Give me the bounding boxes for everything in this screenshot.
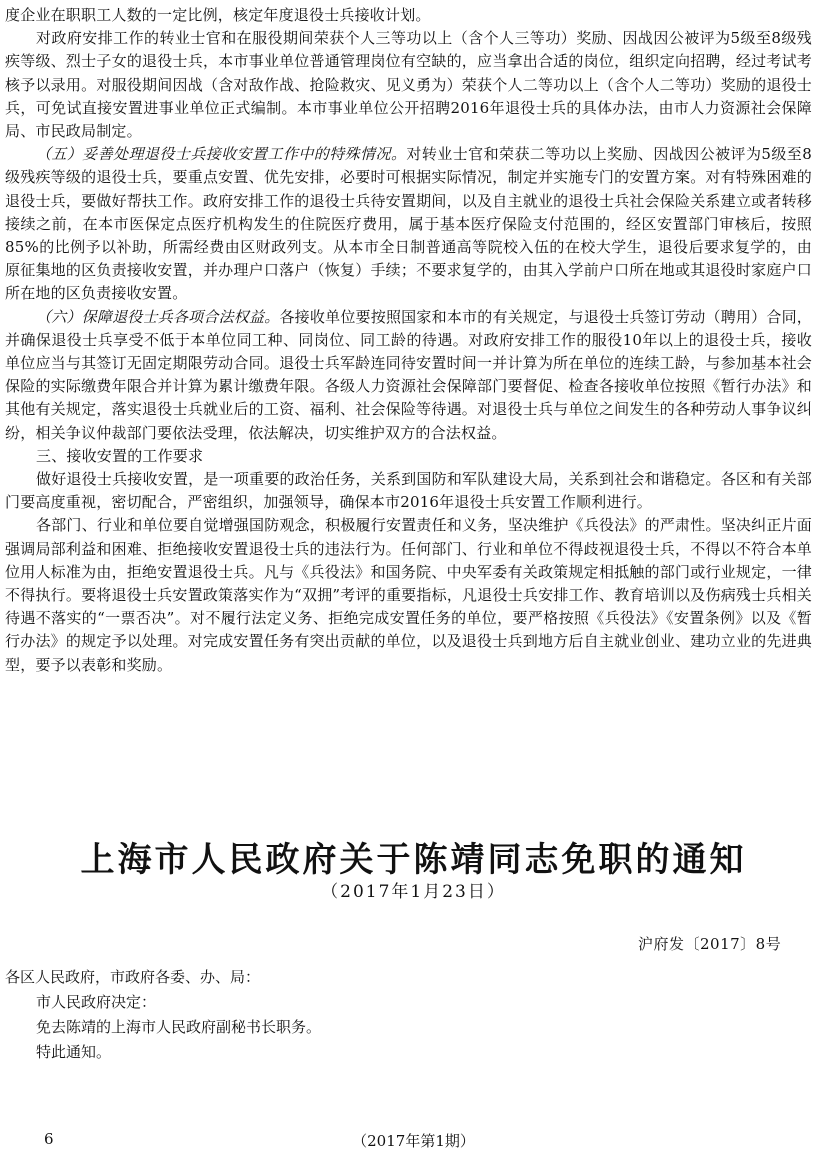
paragraph-lead: （六）保障退役士兵各项合法权益。 [36,307,280,326]
paragraph-text: 对转业士官和荣获二等功以上奖励、因战因公被评为5级至8级残疾等级的退役士兵，要重点安置、优先安排，必要时可根据实际情况，制定并实施专门的安置方案。对有特殊困难的退役士兵，要做好帮扶工作。政府安排工作的退役士兵待安置期间，以及自主就业的退役士兵社会保险关系建立或者转移接续之前，在本市医保定点医疗机构发生的住院医疗费用，属于基本医疗保险支付范围的，经区安置部门审核后，按照85%的比例予以补助，所需经费由区财政列支。从本市全日制普通高等院校入伍的在校大学生，退役后要求复学的，由原征集地的区负责接收安置，并办理户口落户（恢复）手续；不要求复学的，由其入学前户口所在地或其退役时家庭户口所在地的区负责接收安置。 [5,145,812,303]
paragraph-special-cases [5,143,812,305]
document-number: 沪府发〔2017〕8号 [638,935,782,953]
decision-line: 市人民政府决定： [36,993,157,1011]
paragraph-text: 各接收单位要按照国家和本市的有关规定，与退役士兵签订劳动（聘用）合同，并确保退役士兵享受不低于本单位同工种、同岗位、同工龄的待遇。对政府安排工作的服役10年以上的退役士兵，接收单位应当与其签订无固定期限劳动合同。退役士兵军龄连同待安置时间一并计算为所在单位的连续工龄，与参加基本社会保险的实际缴费年限合并计算为累计缴费年限。各级人力资源社会保障部门要督促、检查各接收单位按照《暂行办法》和其他有关规定，落实退役士兵就业后的工资、福利、社会保险等待遇。对退役士兵与单位之间发生的各种劳动人事争议纠纷，相关争议仲裁部门要依法受理，依法解决，切实维护双方的合法权益。 [5,307,812,442]
decision-content: 免去陈靖的上海市人民政府副秘书长职务。 [36,1018,322,1036]
paragraph-legal-rights [5,306,812,445]
paragraph-transfer-officers: 对政府安排工作的转业士官和在服役期间荣获个人三等功以上（含个人三等功）奖励、因战因公被评为5级至8级残疾等级、烈士子女的退役士兵，本市事业单位普通管理岗位有空缺的，应当拿出合适的岗位，组织定向招聘，经过考试考核予以录用。对服役期间因战（含对敌作战、抢险救灾、见义勇为）荣获个人二等功以上（含个人二等功）奖励的退役士兵，可免试直接安置进事业单位正式编制。本市事业单位公开招聘2016年退役士兵的具体办法，由市人力资源社会保障局、市民政局制定。 [5,29,812,141]
paragraph-importance: 做好退役士兵接收安置，是一项重要的政治任务，关系到国防和军队建设大局，关系到社会和谐稳定。各区和有关部门要高度重视，密切配合，严密组织，加强领导，确保本市2016年退役士兵安置工作顺利进行。 [5,470,812,512]
paragraph-responsibilities: 各部门、行业和单位要自觉增强国防观念，积极履行安置责任和义务，坚决维护《兵役法》的严肃性。坚决纠正片面强调局部利益和困难、拒绝接收安置退役士兵的违法行为。任何部门、行业和单位不得歧视退役士兵，不得以不符合本单位用人标准为由，拒绝安置退役士兵。凡与《兵役法》和国务院、中央军委有关政策规定相抵触的部门或行业规定，一律不得执行。要将退役士兵安置政策落实作为“双拥”考评的重要指标，凡退役士兵安排工作、教育培训以及伤病残士兵相关待遇不落实的“一票否决”。对不履行法定义务、拒绝完成安置任务的单位，要严格按照《兵役法》《安置条例》以及《暂行办法》的规定予以处理。对完成安置任务有突出贡献的单位，以及退役士兵到地方后自主就业创业、建功立业的先进典型，要予以表彰和奖励。 [5,516,812,674]
notice-date: （2017年1月23日） [321,882,506,902]
addressee: 各区人民政府，市政府各委、办、局： [5,968,261,986]
notice-body [5,965,785,1065]
paragraph-continuation: 度企业在职职工人数的一定比例，核定年度退役士兵接收计划。 [5,6,431,24]
issue-label: （2017年第1期） [352,1132,475,1150]
paragraph-lead: （五）妥善处理退役士兵接收安置工作中的特殊情况。 [36,145,407,164]
notice-title: 上海市人民政府关于陈靖同志免职的通知 [80,840,747,880]
section-heading: 三、接收安置的工作要求 [36,446,204,465]
closing-line: 特此通知。 [36,1043,112,1061]
previous-notice-body [5,4,812,677]
page-number: 6 [44,1130,54,1148]
